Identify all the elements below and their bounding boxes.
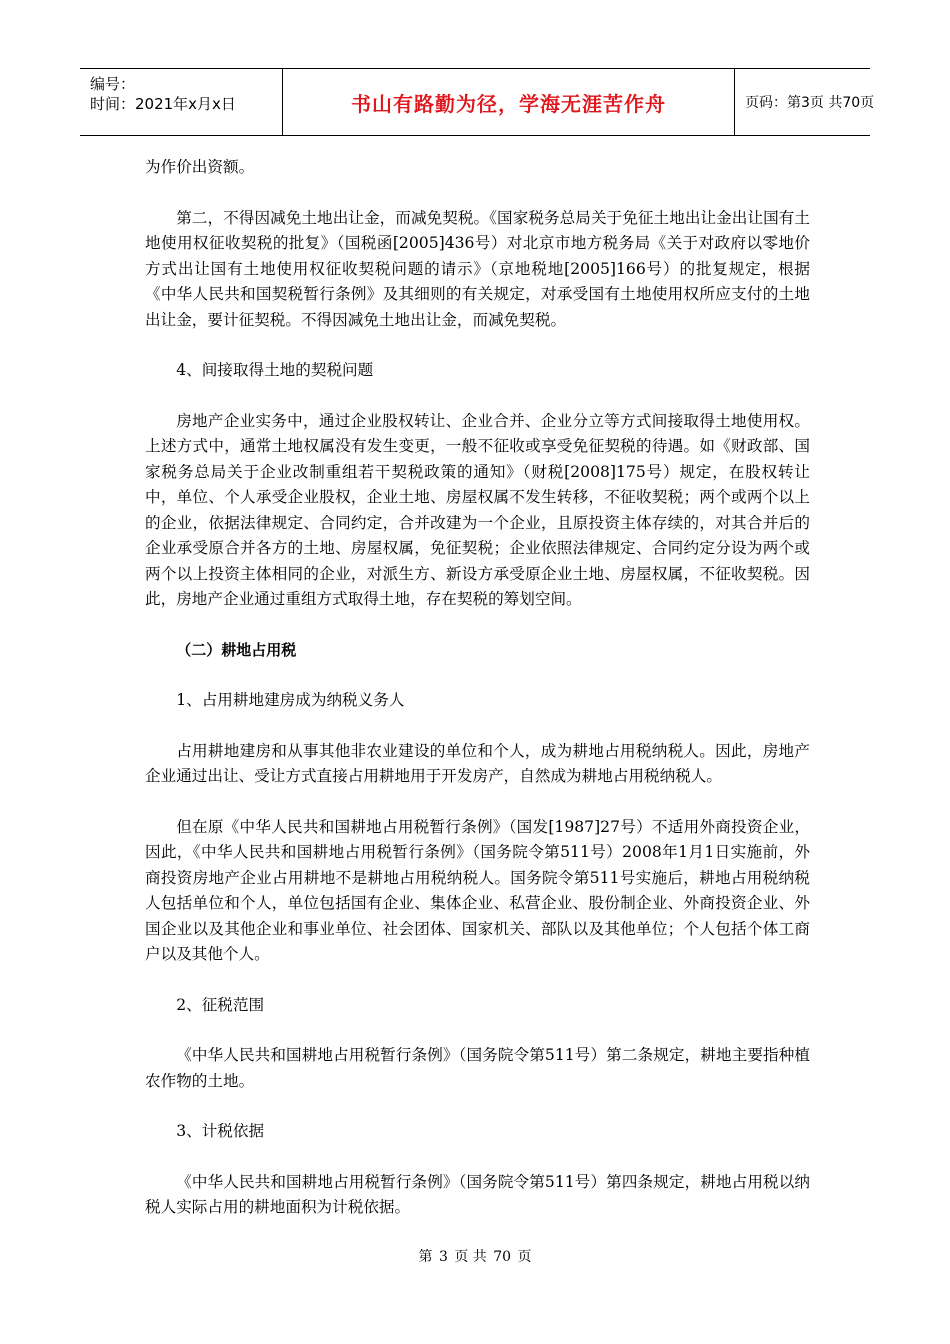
paragraph-text: 1、占用耕地建房成为纳税义务人 [176,691,405,709]
paragraph-text: 《中华人民共和国耕地占用税暂行条例》（国务院令第511号）第四条规定，耕地占用税以纳税人实际占用的耕地面积为计税依据。 [145,1172,810,1216]
paragraph [145,993,810,1019]
paragraph-text: 2、征税范围 [176,995,265,1014]
footer-suffix: 页 [517,1249,532,1265]
paragraph-text: 房地产企业实务中，通过企业股权转让、企业合并、企业分立等方式间接取得土地使用权。上述方式中，通常土地权属没有发生变更，一般不征收或享受免征契税的待遇。如《财政部、国家税务总局关于企业改制重组若干契税政策的通知》（财税[2008]175号）规定，在股权转让中，单位、个人承受企业股权，企业土地、房屋权属不发生转移，不征收契税；两个或两个以上的企业，依据法律规定、合同约定，合并改建为一个企业，且原投资主体存续的，对其合并后的企业承受原合并各方的土地、房屋权属，免征契税；企业依照法律规定、合同约定分设为两个或两个以上投资主体相同的企业，对派生方、新设方承受原企业土地、房屋权属，不征收契税。因此，房地产企业通过重组方式取得土地，存在契税的筹划空间。 [145,411,810,608]
footer-middle: 页 共 [454,1249,487,1265]
footer-prefix: 第 [418,1249,433,1265]
paragraph [145,409,810,613]
page-header [80,68,875,136]
paragraph-text: 4、间接取得土地的契税问题 [176,361,374,379]
paragraph-gap [145,333,810,358]
paragraph-text: 3、计税依据 [176,1122,265,1140]
paragraph-text: 为作价出资额。 [145,158,255,176]
paragraph-gap [145,968,810,993]
paragraph [145,739,810,790]
paragraph [145,358,810,384]
document-number-label: 编号： [90,75,136,93]
paragraph-gap [145,1094,810,1119]
header-motto: 书山有路勤为径，学海无涯苦作舟 [283,69,735,135]
section-heading [145,638,810,664]
paragraph-text: 但在原《中华人民共和国耕地占用税暂行条例》（国发[1987]27号）不适用外商投资企业，因此，《中华人民共和国耕地占用税暂行条例》（国务院令第511号）2008年1月1日实施前，外商投资房地产企业占用耕地不是耕地占用税纳税人。国务院令第511号实施后，耕地占用税纳税人包括单位和个人，单位包括国有企业、集体企业、私营企业、股份制企业、外商投资企业、外国企业以及其他企业和事业单位、社会团体、国家机关、部队以及其他单位；个人包括个体工商户以及其他个人。 [145,817,810,963]
paragraph [145,688,810,714]
paragraph-gap [145,714,810,739]
paragraph [145,1170,810,1221]
footer-total-pages: 70 [493,1249,512,1265]
paragraph-gap [145,1145,810,1170]
paragraph-gap [145,790,810,815]
paragraph [145,1043,810,1094]
paragraph-gap [145,613,810,638]
footer-current-page: 3 [438,1249,448,1265]
paragraph-gap [145,1018,810,1043]
paragraph [145,815,810,968]
page-footer [0,1246,950,1266]
document-date: 时间：2021年x月x日 [90,95,236,113]
paragraph-text: 《中华人民共和国耕地占用税暂行条例》（国务院令第511号）第二条规定，耕地主要指种植农作物的土地。 [145,1046,810,1090]
paragraph-text: 第二，不得因减免土地出让金，而减免契税。《国家税务总局关于免征土地出让金出让国有土地使用权征收契税的批复》（国税函[2005]436号）对北京市地方税务局《关于对政府以零地价方式出让国有土地使用权征收契税问题的请示》（京地税地[2005]166号）的批复规定，根据《中华人民共和国契税暂行条例》及其细则的有关规定，对承受国有土地使用权所应支付的土地出让金，要计征契税。不得因减免土地出让金，而减免契税。 [145,208,810,329]
paragraph [145,155,810,181]
paragraph [145,206,810,334]
document-body [145,155,810,1221]
paragraph-gap [145,384,810,409]
header-page-info: 页码：第3页 共70页 [745,95,875,111]
section-heading-text: （二）耕地占用税 [176,640,297,659]
paragraph [145,1119,810,1145]
paragraph-gap [145,181,810,206]
header-meta [80,69,283,135]
paragraph-text: 占用耕地建房和从事其他非农业建设的单位和个人，成为耕地占用税纳税人。因此，房地产企业通过出让、受让方式直接占用耕地用于开发房产，自然成为耕地占用税纳税人。 [145,741,810,785]
paragraph-gap [145,663,810,688]
